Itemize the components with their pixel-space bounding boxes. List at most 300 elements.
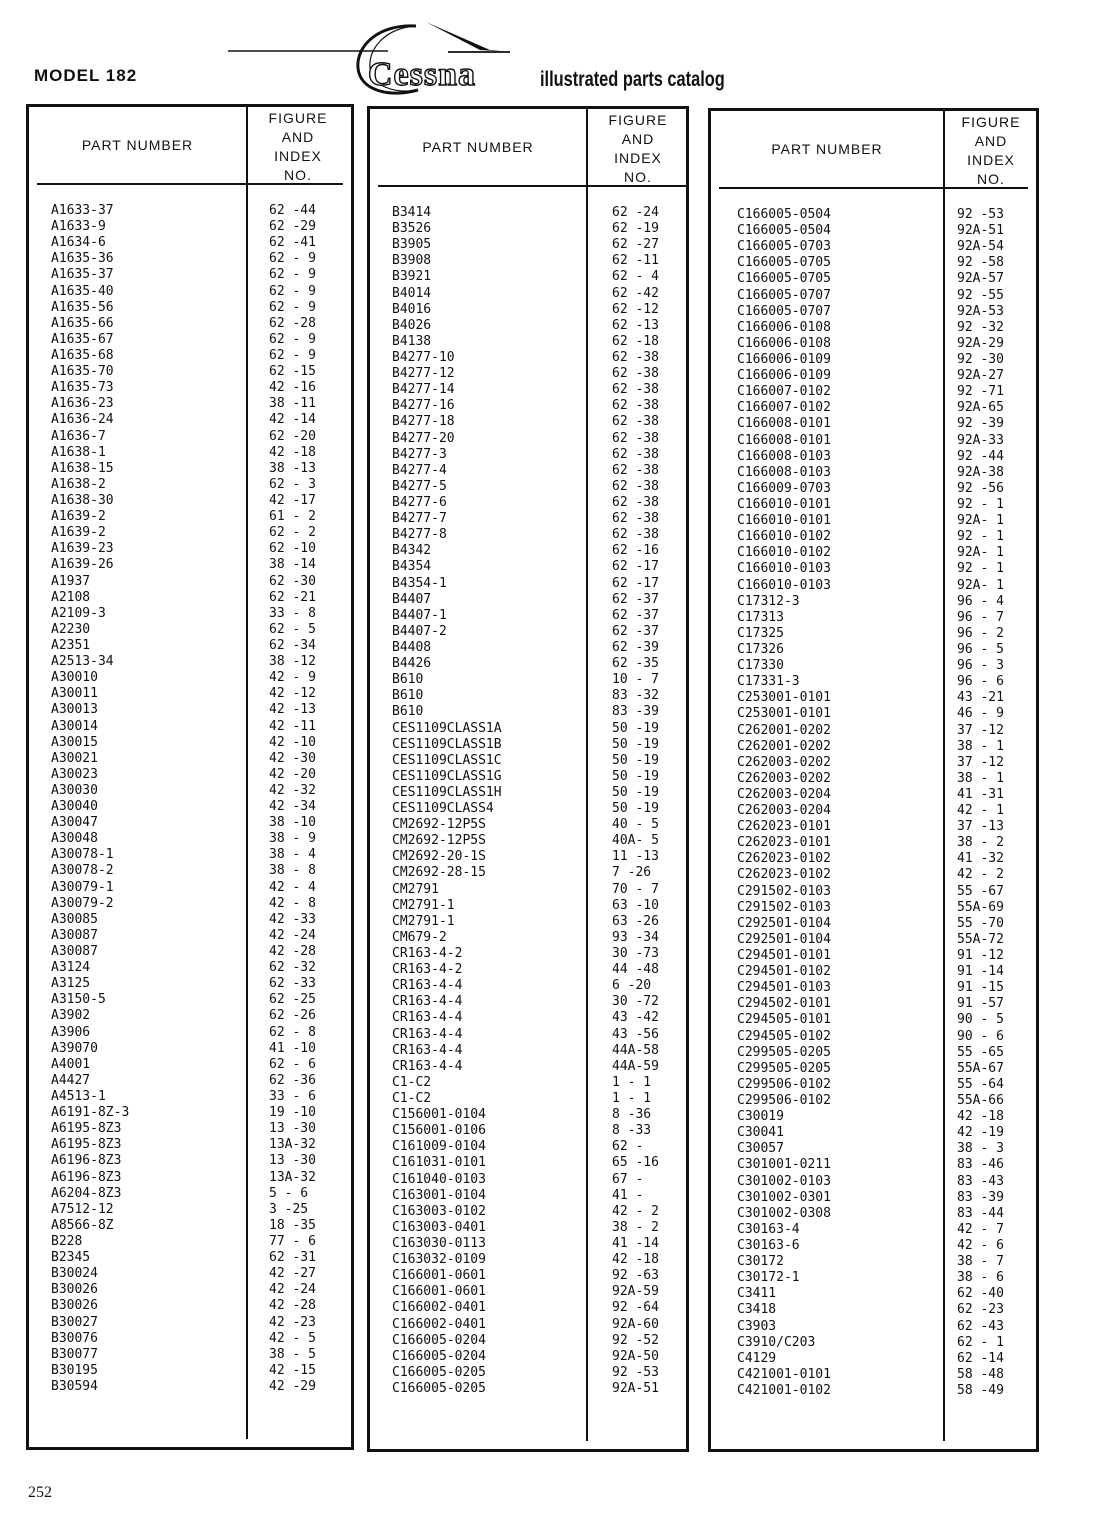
table-row <box>711 1045 1036 1061</box>
part-number: A1639-26 <box>51 557 114 573</box>
figure-index: 70 - 7 <box>612 881 659 897</box>
table-row <box>29 219 351 235</box>
part-number: C3411 <box>737 1286 777 1302</box>
table-row <box>370 801 686 817</box>
part-number: C294501-0103 <box>737 980 831 996</box>
figure-index: 42 - 2 <box>957 867 1004 883</box>
table-row <box>711 336 1036 352</box>
figure-index: 90 - 5 <box>957 1012 1004 1028</box>
table-row <box>711 884 1036 900</box>
parts-table-1 <box>26 104 354 1450</box>
figure-index: 62 - 6 <box>269 1056 316 1072</box>
part-number: A1635-40 <box>51 283 114 299</box>
figure-index: 42 -30 <box>269 750 316 766</box>
table-row <box>711 674 1036 690</box>
part-number: CES1109CLASS4 <box>392 801 494 817</box>
part-number: CM2791-1 <box>392 913 455 929</box>
part-number: A30078-1 <box>51 847 114 863</box>
figure-index: 38 - 4 <box>269 847 316 863</box>
parts-rows <box>711 207 1036 1399</box>
table-row <box>370 672 686 688</box>
figure-index: 11 -13 <box>612 849 659 865</box>
table-row <box>29 1363 351 1379</box>
part-number: A4513-1 <box>51 1089 106 1105</box>
part-number: CR163-4-4 <box>392 1010 463 1026</box>
part-number: A2230 <box>51 621 91 637</box>
table-row <box>370 511 686 527</box>
part-number: C262001-0202 <box>737 738 831 754</box>
part-number: A30047 <box>51 815 98 831</box>
figure-index: 91 -57 <box>957 996 1004 1012</box>
table-row <box>370 1123 686 1139</box>
table-row <box>711 948 1036 964</box>
table-row <box>29 847 351 863</box>
table-row <box>711 320 1036 336</box>
figure-index: 58 -49 <box>957 1382 1004 1398</box>
table-row <box>29 992 351 1008</box>
table-row <box>711 900 1036 916</box>
figure-index: 62 -38 <box>612 349 659 365</box>
figure-index: 58 -48 <box>957 1366 1004 1382</box>
table-row <box>711 481 1036 497</box>
figure-index: 38 -10 <box>269 815 316 831</box>
part-number: C166008-0101 <box>737 416 831 432</box>
table-row <box>29 944 351 960</box>
table-row <box>370 592 686 608</box>
figure-index: 96 - 2 <box>957 625 1004 641</box>
table-row <box>370 1317 686 1333</box>
figure-index: 55 -65 <box>957 1044 1004 1060</box>
figure-index: 77 - 6 <box>269 1234 316 1249</box>
part-number: B4138 <box>392 333 432 349</box>
table-row <box>29 574 351 590</box>
figure-index: 62 -15 <box>269 364 316 380</box>
table-row <box>29 1202 351 1218</box>
figure-index: 92A-54 <box>957 239 1004 255</box>
part-number: A3150-5 <box>51 992 106 1008</box>
figure-index: 13A-32 <box>269 1137 316 1153</box>
figure-index: 50 -19 <box>612 801 659 817</box>
part-number: B30195 <box>51 1362 98 1378</box>
table-row <box>29 831 351 847</box>
table-row <box>29 719 351 735</box>
table-row <box>29 541 351 557</box>
part-number: A30085 <box>51 911 98 927</box>
table-row <box>29 1105 351 1121</box>
figure-index: 42 - 4 <box>269 879 316 895</box>
figure-index: 38 - 9 <box>269 831 316 847</box>
table-row <box>370 1027 686 1043</box>
part-number: C292501-0104 <box>737 915 831 931</box>
part-number: A30079-2 <box>51 895 114 911</box>
figure-index: 62 -23 <box>957 1302 1004 1318</box>
table-row <box>711 1335 1036 1351</box>
figure-index: 62 - 5 <box>269 621 316 637</box>
table-row <box>711 964 1036 980</box>
part-number: C166005-0504 <box>737 223 831 239</box>
table-row <box>711 642 1036 658</box>
table-row <box>711 1190 1036 1206</box>
table-row <box>711 1351 1036 1367</box>
figure-index: 62 -38 <box>612 398 659 414</box>
table-row <box>711 787 1036 803</box>
table-row <box>370 366 686 382</box>
part-number: C166005-0703 <box>737 239 831 255</box>
part-number: A1633-9 <box>51 219 106 235</box>
table-row <box>370 1107 686 1123</box>
part-number: C166006-0108 <box>737 335 831 351</box>
figure-index: 62 -38 <box>612 511 659 527</box>
part-number: C166005-0707 <box>737 287 831 303</box>
part-number-header: PART NUMBER <box>81 137 194 153</box>
figure-index: 42 -14 <box>269 412 316 428</box>
figure-index: 62 -37 <box>612 607 659 623</box>
part-number: A1635-68 <box>51 347 114 363</box>
parts-table-2 <box>367 106 689 1452</box>
figure-index: 42 - 6 <box>957 1238 1004 1253</box>
part-number: C299506-0102 <box>737 1076 831 1092</box>
figure-index: 62 - 9 <box>269 347 316 363</box>
part-number: CR163-4-4 <box>392 1058 463 1074</box>
table-row <box>370 914 686 930</box>
figure-index: 62 -33 <box>269 976 316 992</box>
table-row <box>711 835 1036 851</box>
figure-index: 62 - 4 <box>612 269 659 285</box>
table-row <box>711 545 1036 561</box>
table-row <box>29 316 351 332</box>
figure-index: 40A- 5 <box>612 833 659 849</box>
figure-index: 92 -39 <box>957 416 1004 432</box>
part-number: C166010-0101 <box>737 496 831 512</box>
table-row <box>29 638 351 654</box>
part-number: CES1109CLASS1B <box>392 736 502 752</box>
part-number: CR163-4-4 <box>392 1026 463 1042</box>
figure-index: 40 - 5 <box>612 817 659 833</box>
figure-index: 62 -30 <box>269 573 316 589</box>
table-row <box>370 994 686 1010</box>
part-number: C294505-0101 <box>737 1012 831 1028</box>
part-number: A2109-3 <box>51 605 106 621</box>
part-number: C30163-6 <box>737 1238 800 1253</box>
table-row <box>711 916 1036 932</box>
figure-index: 42 -18 <box>957 1109 1004 1125</box>
figure-index: 92 -32 <box>957 319 1004 335</box>
part-number: B30026 <box>51 1298 98 1314</box>
part-number-header: PART NUMBER <box>422 139 534 155</box>
table-row <box>29 1331 351 1347</box>
table-row <box>370 785 686 801</box>
part-number: C291502-0103 <box>737 883 831 899</box>
table-row <box>370 1365 686 1381</box>
figure-index: 55A-69 <box>957 899 1004 915</box>
table-row <box>711 932 1036 948</box>
table-row <box>370 318 686 334</box>
part-number: A6196-8Z3 <box>51 1153 122 1169</box>
part-number: A2108 <box>51 589 91 605</box>
part-number: B4407-2 <box>392 623 447 639</box>
part-number: C294501-0101 <box>737 948 831 964</box>
part-number: C294505-0102 <box>737 1028 831 1044</box>
figure-index: 62 -42 <box>612 285 659 301</box>
figure-index: 62 -17 <box>612 575 659 591</box>
table-row <box>370 576 686 592</box>
table-row <box>29 1347 351 1363</box>
figure-index: 67 - <box>612 1171 644 1187</box>
part-number: A30048 <box>51 831 98 847</box>
part-number: A6196-8Z3 <box>51 1169 122 1185</box>
part-number: A1937 <box>51 573 91 589</box>
part-number: C301002-0103 <box>737 1173 831 1189</box>
figure-index: 92A-29 <box>957 335 1004 351</box>
figure-index: 33 - 6 <box>269 1089 316 1105</box>
figure-index: 63 -26 <box>612 913 659 929</box>
figure-index: 30 -72 <box>612 994 659 1010</box>
part-number: C1-C2 <box>392 1074 432 1090</box>
figure-index: 62 - <box>612 1139 644 1155</box>
table-row <box>370 882 686 898</box>
figure-index: 42 -27 <box>269 1266 316 1282</box>
table-row <box>29 203 351 219</box>
table-row <box>29 493 351 509</box>
part-number: C166005-0504 <box>737 207 831 222</box>
part-number: C301002-0308 <box>737 1205 831 1221</box>
part-number: B4354 <box>392 559 432 575</box>
part-number: B4354-1 <box>392 575 447 591</box>
part-number: C163032-0109 <box>392 1252 486 1268</box>
table-row <box>711 594 1036 610</box>
part-number: C17325 <box>737 625 784 641</box>
table-row <box>29 767 351 783</box>
figure-index: 5 - 6 <box>269 1185 309 1201</box>
figure-index: 62 -19 <box>612 221 659 237</box>
part-number: A4427 <box>51 1072 91 1088</box>
part-number: A1635-67 <box>51 331 114 347</box>
figure-index: 42 -16 <box>269 380 316 396</box>
table-row <box>370 753 686 769</box>
figure-index: 38 - 8 <box>269 863 316 879</box>
table-row <box>29 1137 351 1153</box>
figure-index: 38 - 1 <box>957 738 1004 754</box>
figure-index: 62 -31 <box>269 1250 316 1266</box>
figure-index: 42 -17 <box>269 492 316 508</box>
figure-index: 92A-60 <box>612 1316 659 1332</box>
figure-index: 91 -14 <box>957 964 1004 980</box>
part-number: A30013 <box>51 702 98 718</box>
figure-index: 92A-38 <box>957 464 1004 480</box>
part-number: CM679-2 <box>392 929 447 945</box>
figure-index: 90 - 6 <box>957 1028 1004 1044</box>
figure-index: 33 - 8 <box>269 605 316 621</box>
figure-index: 83 -39 <box>957 1189 1004 1205</box>
figure-index: 42 -13 <box>269 702 316 718</box>
part-number: A30030 <box>51 782 98 798</box>
figure-index: 83 -43 <box>957 1173 1004 1189</box>
figure-index: 62 - 9 <box>269 331 316 347</box>
table-row <box>370 898 686 914</box>
table-row <box>370 237 686 253</box>
figure-index: 62 -13 <box>612 317 659 333</box>
table-row <box>711 304 1036 320</box>
table-row <box>29 1170 351 1186</box>
part-number: C166005-0205 <box>392 1364 486 1380</box>
table-row <box>29 654 351 670</box>
table-row <box>711 819 1036 835</box>
part-number: B4026 <box>392 317 432 333</box>
table-row <box>370 269 686 285</box>
figure-index: 38 -11 <box>269 396 316 412</box>
part-number-header: PART NUMBER <box>771 141 883 157</box>
table-row <box>711 288 1036 304</box>
table-row <box>711 755 1036 771</box>
part-number: A30021 <box>51 750 98 766</box>
part-number: B4277-4 <box>392 462 447 478</box>
table-row <box>29 332 351 348</box>
part-number: C161040-0103 <box>392 1171 486 1187</box>
part-number: C166010-0102 <box>737 545 831 561</box>
figure-index: 55 -64 <box>957 1076 1004 1092</box>
part-number: C17331-3 <box>737 674 800 690</box>
table-row <box>370 527 686 543</box>
table-row <box>370 447 686 463</box>
part-number: A1636-24 <box>51 412 114 428</box>
figure-index: 83 -39 <box>612 704 659 720</box>
figure-index: 7 -26 <box>612 865 652 881</box>
part-number: A8566-8Z <box>51 1217 114 1233</box>
part-number: C294501-0102 <box>737 964 831 980</box>
part-number: C163003-0401 <box>392 1219 486 1235</box>
table-row <box>370 1268 686 1284</box>
figure-index: 96 - 7 <box>957 609 1004 625</box>
part-number: B228 <box>51 1234 83 1249</box>
part-number: C262003-0204 <box>737 803 831 819</box>
figure-index: 62 -16 <box>612 543 659 559</box>
part-number: B4277-14 <box>392 382 455 398</box>
table-row <box>29 1121 351 1137</box>
part-number: A3906 <box>51 1024 91 1040</box>
table-row <box>29 1041 351 1057</box>
part-number: B4277-5 <box>392 478 447 494</box>
table-row <box>29 396 351 412</box>
table-row <box>29 1282 351 1298</box>
table-row <box>711 1012 1036 1028</box>
table-row <box>29 896 351 912</box>
part-number: C262023-0102 <box>737 851 831 867</box>
figure-index: 19 -10 <box>269 1105 316 1121</box>
figure-index: 8 -36 <box>612 1107 652 1123</box>
table-row <box>370 1284 686 1300</box>
part-number: A6195-8Z3 <box>51 1137 122 1153</box>
part-number: C166010-0103 <box>737 561 831 577</box>
part-number: A6195-8Z3 <box>51 1121 122 1137</box>
part-number: A30023 <box>51 766 98 782</box>
table-row <box>370 624 686 640</box>
part-number: CR163-4-4 <box>392 1042 463 1058</box>
figure-index-header: FIGURE AND INDEX NO. <box>608 112 668 185</box>
part-number: C421001-0101 <box>737 1366 831 1382</box>
table-row <box>711 433 1036 449</box>
part-number: C166009-0703 <box>737 480 831 496</box>
part-number: CM2692-28-15 <box>392 865 486 881</box>
model-label: MODEL 182 <box>34 66 138 85</box>
part-number: B4277-16 <box>392 398 455 414</box>
part-number: C166005-0705 <box>737 255 831 271</box>
table-row <box>29 251 351 267</box>
table-row <box>711 529 1036 545</box>
figure-index: 44A-58 <box>612 1042 659 1058</box>
part-number: C262023-0102 <box>737 867 831 883</box>
figure-index: 92 -71 <box>957 384 1004 400</box>
figure-index: 92A-27 <box>957 368 1004 384</box>
table-row <box>711 723 1036 739</box>
table-row <box>370 978 686 994</box>
figure-index: 62 - 3 <box>269 476 316 492</box>
table-row <box>29 1234 351 1250</box>
table-row <box>711 980 1036 996</box>
part-number: A30010 <box>51 670 98 686</box>
table-row <box>711 207 1036 223</box>
part-number: B3526 <box>392 221 432 237</box>
part-number: CM2692-20-1S <box>392 849 486 865</box>
part-number: B4277-8 <box>392 527 447 543</box>
figure-index: 62 -24 <box>612 205 659 220</box>
figure-index: 93 -34 <box>612 929 659 945</box>
figure-index: 50 -19 <box>612 784 659 800</box>
table-row <box>370 1381 686 1397</box>
table-row <box>370 704 686 720</box>
parts-rows <box>29 203 351 1395</box>
table-row <box>370 1139 686 1155</box>
figure-index: 42 -12 <box>269 686 316 702</box>
part-number: C294502-0101 <box>737 996 831 1012</box>
figure-index: 44 -48 <box>612 962 659 978</box>
part-number: C166002-0401 <box>392 1300 486 1316</box>
part-number: A3125 <box>51 976 91 992</box>
table-row <box>711 867 1036 883</box>
table-row <box>711 1029 1036 1045</box>
part-number: C253001-0101 <box>737 690 831 706</box>
figure-index: 62 - 9 <box>269 299 316 315</box>
table-row <box>711 1077 1036 1093</box>
part-number: C156001-0106 <box>392 1123 486 1139</box>
figure-index: 38 - 2 <box>612 1219 659 1235</box>
figure-index: 92 -55 <box>957 287 1004 303</box>
figure-index: 42 -10 <box>269 734 316 750</box>
table-row <box>370 865 686 881</box>
part-number: CR163-4-2 <box>392 946 463 962</box>
table-row <box>711 1319 1036 1335</box>
part-number: CES1109CLASS1C <box>392 752 502 768</box>
table-row <box>711 271 1036 287</box>
part-number: C166005-0707 <box>737 303 831 319</box>
figure-index: 38 -14 <box>269 557 316 573</box>
table-row <box>711 690 1036 706</box>
figure-index: 92 -53 <box>612 1364 659 1380</box>
table-row <box>29 928 351 944</box>
part-number: A39070 <box>51 1040 98 1056</box>
table-row <box>370 1252 686 1268</box>
table-row <box>29 445 351 461</box>
table-row <box>370 495 686 511</box>
part-number: B4016 <box>392 301 432 317</box>
table-row <box>29 1250 351 1266</box>
figure-index: 92A-51 <box>612 1380 659 1396</box>
figure-index: 92 -53 <box>957 207 1004 222</box>
part-number: C292501-0104 <box>737 931 831 947</box>
table-row <box>370 608 686 624</box>
table-row <box>711 1270 1036 1286</box>
part-number: CES1109CLASS1G <box>392 768 502 784</box>
figure-index: 62 -38 <box>612 430 659 446</box>
